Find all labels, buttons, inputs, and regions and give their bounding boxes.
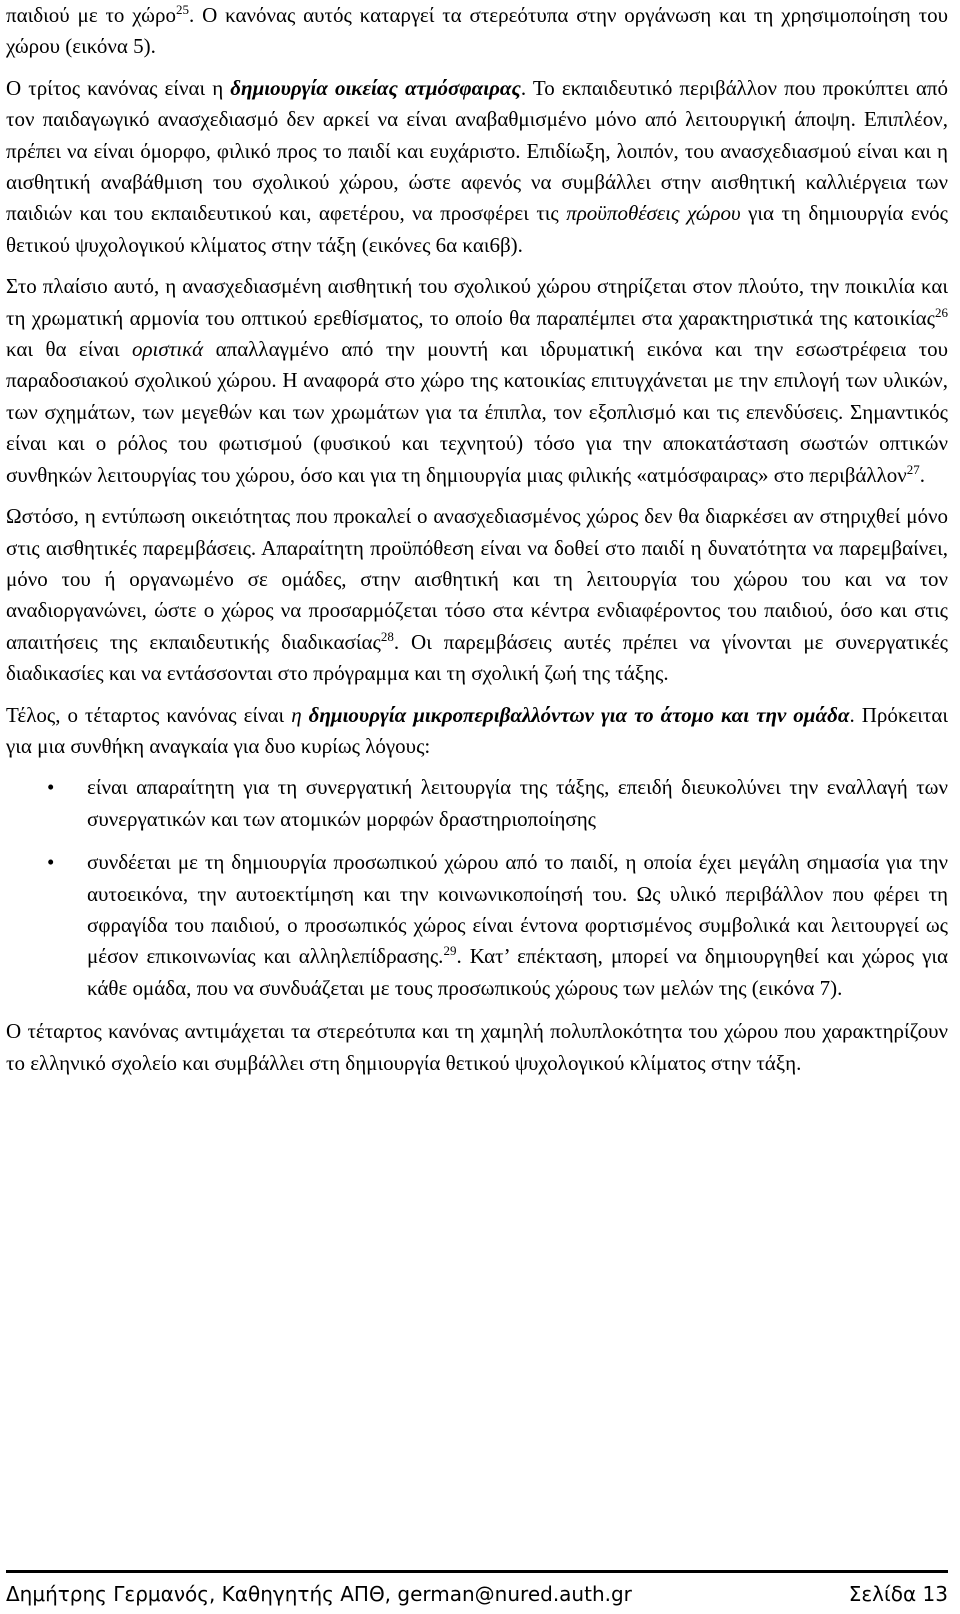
footnote-ref[interactable]: 29 [443,943,457,959]
text-run: . Κατ’ επέκταση, μπορεί να δημιουργηθεί και χώρος για κάθε ομάδα, που να συνδυάζεται με τους προσωπικούς χώρους των μελών της (εικόνα 7). [87,944,949,1000]
document-body [6,0,948,1089]
text-run: . Πρόκειται για μια συνθήκη αναγκαία για δυο κυρίως λόγους: [6,702,948,758]
text-run: Στο πλαίσιο αυτό, η ανασχεδιασμένη αισθητική του σχολικού χώρου στηρίζεται στον πλούτο, την ποικιλία και τη χρωματική αρμονία του οπτικού ερεθίσματος, το οποίο θα παραπέμπει στα χαρακτηριστικά της κατοικίας [6,274,948,330]
italic-term: οριστικά [131,337,204,362]
paragraph-third-rule [6,73,948,261]
text-run: . Οι παρεμβάσεις αυτές πρέπει να γίνονται με συνεργατικές διαδικασίες και να εντάσσονται στο πρόγραμμα και τη σχολική ζωή της τάξης. [6,629,948,686]
footnote-ref[interactable]: 27 [906,461,920,477]
text-run: είναι απαραίτητη για τη συνεργατική λειτουργία της τάξης, επειδή διευκολύνει την εναλλαγή των συνεργατικών και των ατομικών μορφών δραστηριοποίησης [87,775,948,831]
emphasis-term: δημιουργία μικροπεριβαλλόντων για το άτομο και την ομάδα [308,702,850,727]
paragraph-familiarity [6,501,948,689]
paragraph-intro [6,0,948,63]
paragraph-fourth-rule [6,700,948,763]
text-run: για τη δημιουργία ενός θετικού ψυχολογικού κλίματος στην τάξη (εικόνες 6α και6β). [6,201,948,257]
reasons-list [6,772,948,1004]
paragraph-conclusion [6,1016,948,1079]
footnote-ref[interactable]: 26 [935,304,948,320]
text-run: Ο τέταρτος κανόνας αντιμάχεται τα στερεότυπα και τη χαμηλή πολυπλοκότητα του χώρου που χαρακτηρίζουν το ελληνικό σχολείο και συμβάλλει στη δημιουργία θετικού ψυχολογικού κλίματος στην τάξη. [6,1019,948,1075]
paragraph-aesthetics [6,271,948,491]
text-run: Τέλος, ο τέταρτος κανόνας είναι [6,702,292,727]
list-item [6,847,948,1004]
page-footer [6,1578,948,1610]
italic-term: η [291,702,302,727]
text-run: Ο τρίτος κανόνας είναι η [6,75,231,100]
page-number: Σελίδα 13 [848,1582,948,1606]
text-run: . Ο κανόνας αυτός καταργεί τα στερεότυπα στην οργάνωση και τη χρησιμοποίηση του χώρου (εικόνα 5). [6,3,948,59]
text-run: . [919,462,926,487]
footnote-ref[interactable]: 25 [175,2,189,17]
text-run: . Το εκπαιδευτικό περιβάλλον που προκύπτει από τον παιδαγωγικό ανασχεδιασμό δεν αρκεί να είναι αναβαθμισμένο μόνο από λειτουργική άποψη. Επιπλέον, πρέπει να είναι όμορφο, φιλικό προς το παιδί και ευχάριστο. Επιδίωξη, λοιπόν, του ανασχεδιασμού είναι και η αισθητική αναβάθμιση του σχολικού χώρου, ώστε αφενός να συμβάλλει στην αισθητική καλλιέργεια των παιδιών και του εκπαιδευτικού και, αφετέρου, να προσφέρει τις [6,75,948,226]
text-run: Ωστόσο, η εντύπωση οικειότητας που προκαλεί ο ανασχεδιασμένος χώρος δεν θα διαρκέσει αν στηριχθεί μόνο στις αισθητικές παρεμβάσεις. Απαραίτητη προϋπόθεση είναι να δοθεί στο παιδί η δυνατότητα να παρεμβαίνει, μόνο του ή οργανωμένο σε ομάδες, στην αισθητική και τη λειτουργία του χώρου του και να τον αναδιοργανώνει, ώστε ο χώρος να προσαρμόζεται τόσο στα κέντρα ενδιαφέροντος του παιδιού, όσο και στις απαιτήσεις της εκπαιδευτικής διαδικασίας [6,504,948,654]
list-item [6,772,948,835]
bullet-icon: • [47,775,55,800]
text-run: και θα είναι [6,337,132,362]
bullet-icon: • [47,850,55,875]
footer-divider [6,1570,948,1573]
text-run: απαλλαγμένο από την μουντή και ιδρυματική εικόνα και την εσωστρέφεια του παραδοσιακού σχολικού χώρου. Η αναφορά στο χώρο της κατοικίας επιτυγχάνεται με την επιλογή των υλικών, των σχημάτων, των μεγεθών και των χρωμάτων για τα έπιπλα, τον εξοπλισμό και τις επενδύσεις. Σημαντικός είναι και ο ρόλος του φωτισμού (φυσικού και τεχνητού) τόσο για την αποκατάσταση σωστών οπτικών συνθηκών λειτουργίας του χώρου, όσο και για τη δημιουργία μιας φιλικής «ατμόσφαιρας» στο περιβάλλον [6,337,948,487]
italic-term: προϋποθέσεις χώρου [566,201,741,226]
text-run: παιδιού με το χώρο [6,3,176,27]
text-run: συνδέεται με τη δημιουργία προσωπικού χώρου από το παιδί, η οποία έχει μεγάλη σημασία για την αυτοεικόνα, την αυτοεκτίμηση και την κοινωνικοποίησή του. Ως υλικό περιβάλλον που φέρει τη σφραγίδα του παιδιού, ο προσωπικός χώρος είναι έντονα φορτισμένος συμβολικά και λειτουργεί ως μέσον επικοινωνίας και αλληλεπίδρασης. [87,850,948,969]
emphasis-term: δημιουργία οικείας ατμόσφαιρας [230,75,521,100]
footnote-ref[interactable]: 28 [380,628,394,644]
footer-author: Δημήτρης Γερμανός, Καθηγητής ΑΠΘ, german@nured.auth.gr [6,1582,632,1606]
